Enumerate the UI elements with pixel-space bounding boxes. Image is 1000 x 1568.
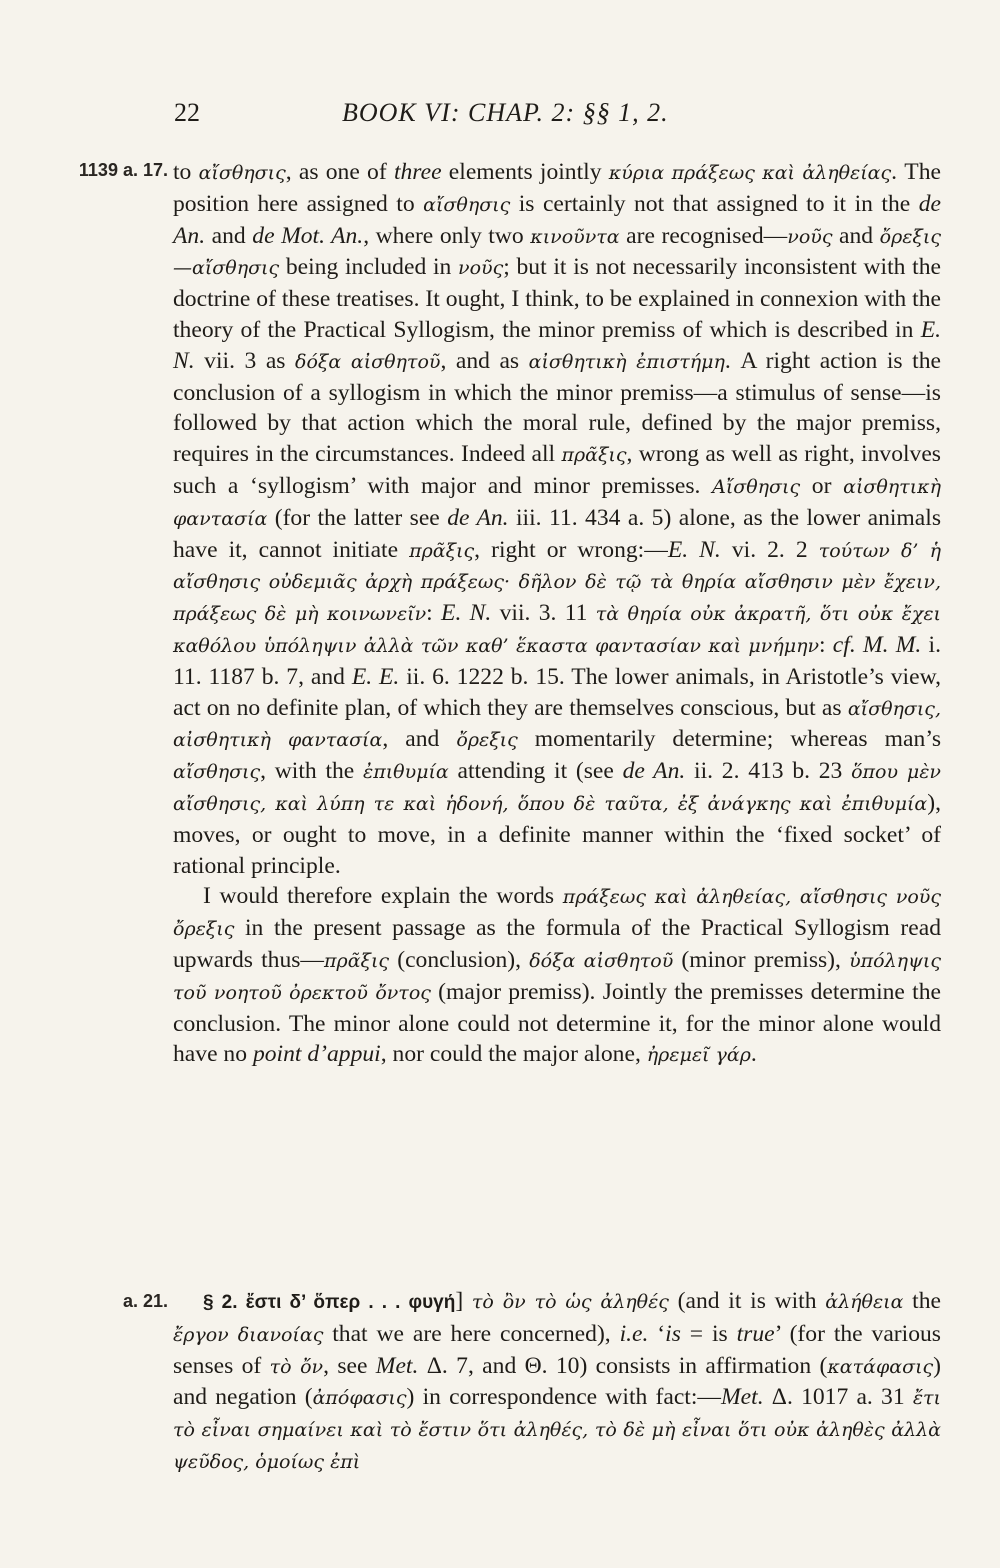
greek-text: αἴσθησις bbox=[173, 761, 261, 784]
greek-text: πρᾶξις bbox=[409, 539, 475, 562]
text-run: being included in bbox=[279, 254, 459, 281]
greek-text: πράξεως καὶ ἀληθείας, αἴσθησις νοῦς ὄρεξις bbox=[173, 886, 941, 941]
greek-text: αἴσθησις bbox=[198, 162, 286, 184]
text-run: to bbox=[173, 159, 199, 185]
text-run: = is bbox=[680, 1320, 737, 1347]
text-run: in the present passage as the formula of the Practical Syllogism read upwards thus— bbox=[173, 915, 941, 973]
text-run: vii. 3. 11 bbox=[491, 600, 596, 627]
greek-quotation: ἔτι τὸ εἶναι σημαίνει καὶ τὸ ἔστιν ὅτι ἀληθές, τὸ δὲ μὴ εἶναι ὅτι οὐκ ἀληθὲς ἀλλὰ ψεῦδος, ὁμοίως ἐπὶ bbox=[173, 1387, 941, 1473]
greek-text: τὸ ὄν bbox=[269, 1355, 324, 1378]
margin-reference-2: a. 21. bbox=[122, 1291, 168, 1311]
margin-reference-1: 1139 a. 17. bbox=[78, 160, 168, 180]
text-run: ii. 2. 413 b. 23 bbox=[685, 758, 852, 785]
citation: de An. bbox=[447, 504, 509, 531]
citation: cf. M. M. bbox=[832, 631, 922, 658]
text-run: , right or wrong:— bbox=[474, 536, 668, 563]
text-run: ) and negation ( bbox=[173, 1352, 942, 1411]
greek-text: νοῦς bbox=[787, 225, 833, 248]
greek-text: ὄρεξις bbox=[456, 729, 518, 752]
text-run: . The position here assigned to bbox=[173, 159, 941, 217]
text-run: and bbox=[205, 222, 253, 249]
text-run: (major premiss). Jointly the premisses determine the conclusion. The minor alone could not determine it, for the minor alone would have no bbox=[173, 978, 941, 1068]
citation: de An. bbox=[173, 190, 941, 249]
text-run: ), moves, or ought to move, in a definite manner within the ‘fixed socket’ of rational principle. bbox=[173, 789, 941, 879]
text-run: vii. 3 as bbox=[194, 347, 296, 374]
text-run: I would therefore explain the words bbox=[203, 883, 563, 910]
text-run: ii. 6. 1222 b. 15. The lower animals, in Aristotle’s view, act on no definite plan, of which they are themselves conscious, but as bbox=[173, 663, 941, 721]
text-run: vi. 2. 2 bbox=[720, 536, 819, 563]
page-number: 22 bbox=[174, 98, 200, 127]
text-run: . bbox=[750, 1041, 757, 1068]
greek-text: κύρια πράξεως καὶ ἀληθείας bbox=[608, 162, 892, 184]
greek-text: ἠρεμεῖ γάρ bbox=[646, 1044, 751, 1067]
greek-text: ἀλήθεια bbox=[825, 1291, 904, 1313]
text-run: , nor could the major alone, bbox=[380, 1041, 647, 1068]
greek-text: ὄρεξις—αἴσθησις bbox=[173, 225, 941, 280]
paragraph bbox=[173, 881, 941, 1071]
citation: de Mot. An. bbox=[252, 222, 364, 249]
citation: E. N. bbox=[667, 536, 721, 563]
greek-text: πρᾶξις bbox=[324, 949, 390, 972]
text-run: Δ. 7, and Θ. 10) consists in affirmation ( bbox=[418, 1352, 828, 1379]
commentary-block-2 bbox=[173, 1286, 941, 1478]
commentary-block-1 bbox=[173, 157, 941, 1071]
greek-text: πρᾶξις bbox=[561, 444, 627, 467]
section-lemma: § 2. ἔστι δ’ ὅπερ . . . φυγή bbox=[203, 1292, 456, 1313]
page-header bbox=[174, 98, 770, 138]
citation: de An. bbox=[622, 758, 686, 785]
text-run: , and bbox=[382, 726, 457, 753]
italic-text: true bbox=[736, 1320, 775, 1347]
greek-text: τὸ ὂν τὸ ὡς ἀληθές bbox=[471, 1291, 669, 1313]
greek-text: κατάφασις bbox=[827, 1355, 934, 1378]
text-run: attending it (see bbox=[448, 758, 623, 785]
greek-text: δόξα αἰσθητοῦ bbox=[295, 350, 441, 373]
italic-text: i.e. bbox=[619, 1320, 649, 1347]
greek-text: ἐπιθυμία bbox=[363, 761, 449, 784]
text-run: (for the latter see bbox=[267, 504, 448, 531]
citation: Met. bbox=[721, 1384, 764, 1411]
text-run: (minor premiss), bbox=[673, 946, 850, 973]
greek-text: αἰσθητικὴ φαντασία bbox=[173, 475, 941, 530]
greek-text: δόξα αἰσθητοῦ bbox=[529, 949, 674, 972]
text-run: the bbox=[903, 1288, 941, 1314]
text-run: momentarily determine; whereas man’s bbox=[517, 726, 942, 753]
italic-text: three bbox=[393, 159, 442, 185]
text-run: Δ. 1017 a. 31 bbox=[763, 1384, 913, 1411]
paragraph bbox=[173, 157, 941, 881]
text-run: ‘ bbox=[648, 1320, 666, 1347]
text-run: : bbox=[426, 600, 442, 627]
text-run: , where only two bbox=[363, 222, 531, 249]
text-run: elements jointly bbox=[441, 159, 609, 185]
greek-text: ὑπόληψις τοῦ νοητοῦ ὀρεκτοῦ ὄντος bbox=[173, 949, 941, 1004]
greek-text: ἔργον διανοίας bbox=[173, 1323, 324, 1346]
text-run: . A right action is the conclusion of a syllogism in which the minor premiss—a stimulus of sense—is followed by that action which the moral rule, defined by the major premiss, requires in the circumstances. Indeed all bbox=[173, 347, 941, 468]
greek-quotation: τὰ θηρία οὐκ ἀκρατῆ, ὅτι οὐκ ἔχει καθόλου ὑπόληψιν ἀλλὰ τῶν καθ’ ἕκαστα φαντασίαν καὶ μνήμην bbox=[173, 603, 941, 657]
citation: Met. bbox=[375, 1352, 419, 1379]
greek-text: ἀπόφασις bbox=[312, 1387, 407, 1410]
paragraph bbox=[173, 1286, 941, 1478]
greek-quotation: ὅπου μὲν αἴσθησις, καὶ λύπη τε καὶ ἡδονή, ὅπου δὲ ταῦτα, ἐξ ἀνάγκης καὶ ἐπιθυμία bbox=[173, 761, 941, 815]
greek-text: αἴσθησις, αἰσθητικὴ φαντασία bbox=[173, 697, 941, 752]
text-run: ) in correspondence with fact:— bbox=[406, 1384, 722, 1411]
greek-quotation: τούτων δ’ ἡ αἴσθησις οὐδεμιᾶς ἀρχὴ πράξεως· δῆλον δὲ τῷ τὰ θηρία αἴσθησιν μὲν ἔχειν, πράξεως δὲ μὴ κοινωνεῖν bbox=[173, 539, 941, 626]
greek-text: νοῦς bbox=[458, 257, 504, 280]
text-run: , wrong as well as right, involves such a ‘syllogism’ with major and minor premisses. bbox=[173, 441, 941, 499]
text-run: , and as bbox=[440, 347, 529, 374]
greek-text: αἰσθητικὴ ἐπιστήμη bbox=[528, 350, 725, 373]
text-run: and bbox=[832, 222, 880, 249]
text-run: are recognised— bbox=[619, 222, 788, 249]
text-run: , see bbox=[323, 1352, 376, 1379]
citation: E. N. bbox=[441, 600, 492, 627]
italic-text: point d’appui bbox=[252, 1041, 381, 1068]
text-run: iii. 11. 434 a. 5) alone, as the lower animals have it, cannot initiate bbox=[173, 504, 941, 563]
running-head: BOOK VI: CHAP. 2: §§ 1, 2. bbox=[342, 98, 669, 127]
text-run: ’ (for the various senses of bbox=[173, 1320, 941, 1379]
text-run: , with the bbox=[260, 758, 364, 785]
greek-text: αἴσθησις bbox=[423, 193, 511, 216]
text-run: (and it is with bbox=[668, 1288, 826, 1314]
text-run: , as one of bbox=[285, 159, 394, 185]
text-run: : bbox=[819, 631, 833, 658]
text-run: ] bbox=[455, 1288, 472, 1314]
citation: E. E. bbox=[351, 663, 400, 690]
text-run: that we are here concerned), bbox=[323, 1320, 620, 1347]
text-run: (conclusion), bbox=[389, 946, 530, 973]
citation: E. N. bbox=[173, 316, 941, 374]
greek-text: Αἴσθησις bbox=[712, 475, 801, 498]
text-run: is certainly not that assigned to it in the bbox=[510, 190, 919, 217]
text-run: ; but it is not necessarily inconsistent with the doctrine of these treatises. It ought, I think, to be explained in connexion with the theory of the Practical Syllogism, the minor premiss of which is described in bbox=[173, 254, 942, 343]
italic-text: is bbox=[665, 1320, 681, 1347]
text-run: or bbox=[800, 472, 844, 499]
text-run: i. 11. 1187 b. 7, and bbox=[173, 631, 941, 690]
greek-text: κινοῦντα bbox=[530, 225, 620, 248]
